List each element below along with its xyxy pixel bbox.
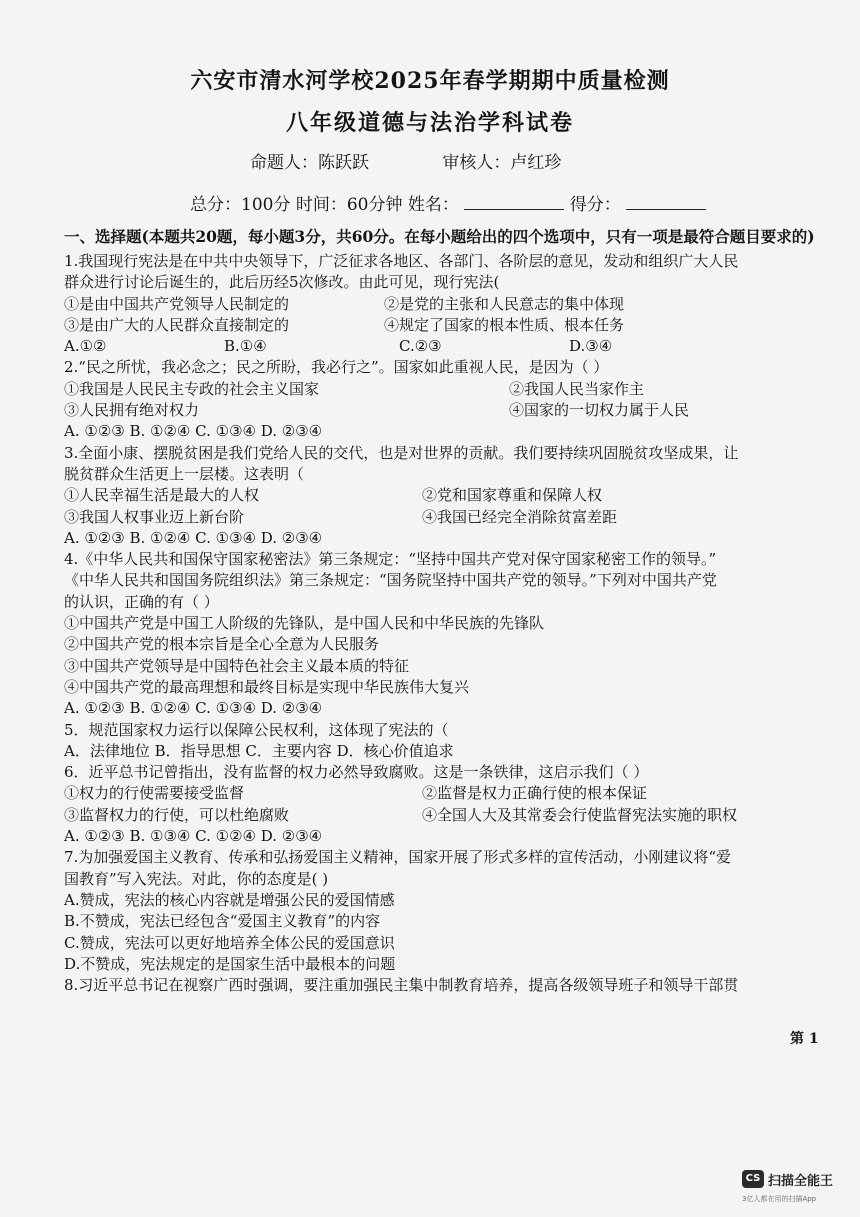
q1-option-1: ①是由中国共产党领导人民制定的 (64, 294, 290, 313)
page-number: 第 1 (790, 1031, 819, 1047)
q7-choice-c: C.赞成，宪法可以更好地培养全体公民的爱国意识 (64, 933, 395, 952)
q2-stem-1: 2.“民之所忧，我必念之；民之所盼，我必行之”。国家如此重视人民，是因为（ ） (64, 358, 609, 377)
q4-stem-1: 4.《中华人民共和国保守国家秘密法》第三条规定：“坚持中国共产党对保守国家秘密工作的领导。” (64, 550, 717, 569)
question-author: 命题人：陈跃跃 (250, 153, 369, 173)
q1-choice-a: A.①② (64, 337, 107, 356)
section-heading: 一、选择题(本题共20题，每小题3分，共60分。在每小题给出的四个选项中，只有一项是最符合题目要求的) (64, 227, 815, 246)
q1-choice-d: D.③④ (569, 337, 613, 356)
q6-stem-1: 6．近平总书记曾指出，没有监督的权力必然导致腐败。这是一条铁律，这启示我们（ ） (64, 763, 649, 782)
q6-option-3: ③监督权力的行使，可以杜绝腐败 (64, 805, 290, 824)
q6-option-1: ①权力的行使需要接受监督 (64, 784, 245, 803)
camscanner-logo-icon: CS (742, 1170, 764, 1188)
q2-option-1: ①我国是人民民主专政的社会主义国家 (64, 379, 320, 398)
q1-stem-1: 1.我国现行宪法是在中共中央领导下，广泛征求各地区、各部门、各阶层的意见，发动和组织广大人民 (64, 252, 739, 270)
q2-options-row-1 (64, 379, 834, 400)
q1-options-row-2 (64, 315, 834, 336)
q7-stem-1: 7.为加强爱国主义教育、传承和弘扬爱国主义精神，国家开展了形式多样的宣传活动，小刚建议将“爱 (64, 848, 731, 867)
q1-options-row-1 (64, 294, 834, 315)
brand-name: 扫描全能王 (768, 1174, 834, 1189)
q6-option-4: ④全国人大及其常委会行使监督宪法实施的职权 (422, 805, 738, 824)
exam-title: 六安市清水河学校2025年春学期期中质量检测 (190, 68, 670, 94)
q3-stem-1: 3.全面小康、摆脱贫困是我们党给人民的交代，也是对世界的贡献。我们要持续巩固脱贫攻坚成果，让 (64, 443, 739, 462)
q4-choices: A. ①②③ B. ①②④ C. ①③④ D. ②③④ (64, 699, 323, 718)
score-info: 总分：100分 时间：60分钟 姓名： (190, 195, 459, 215)
score-blank[interactable] (626, 193, 706, 210)
q4-option-4: ④中国共产党的最高理想和最终目标是实现中华民族伟大复兴 (64, 677, 470, 696)
q2-option-2: ②我国人民当家作主 (509, 379, 645, 398)
question-reviewer: 审核人：卢红珍 (442, 153, 562, 173)
q2-option-4: ④国家的一切权力属于人民 (509, 401, 690, 420)
q1-option-3: ③是由广大的人民群众直接制定的 (64, 315, 290, 334)
scanner-watermark (742, 1168, 852, 1208)
q4-option-2: ②中国共产党的根本宗旨是全心全意为人民服务 (64, 635, 380, 654)
q2-options-row-2 (64, 400, 834, 421)
q5-stem-1: 5．规范国家权力运行以保障公民权利，这体现了宪法的（ (64, 720, 449, 739)
q3-options-row-1 (64, 485, 834, 506)
q3-choices: A. ①②③ B. ①②④ C. ①③④ D. ②③④ (64, 528, 323, 547)
q1-stem-2: 群众进行讨论后诞生的，此后历经5次修改。由此可见，现行宪法( (64, 273, 500, 292)
q7-choice-a: A.赞成，宪法的核心内容就是增强公民的爱国情感 (64, 890, 395, 909)
q2-choices: A. ①②③ B. ①②④ C. ①③④ D. ②③④ (64, 422, 323, 441)
exam-content (64, 222, 834, 996)
q3-option-2: ②党和国家尊重和保障人权 (422, 486, 603, 505)
author-line (250, 148, 629, 173)
q8-stem-1: 8.习近平总书记在视察广西时强调，要注重加强民主集中制教育培养，提高各级领导班子和领导干部贯 (64, 976, 739, 995)
q5-choices: A．法律地位 B．指导思想 C．主要内容 D．核心价值追求 (64, 741, 454, 760)
q6-choices: A. ①②③ B. ①③④ C. ①②④ D. ②③④ (64, 827, 323, 846)
q1-choices (64, 336, 834, 357)
q4-stem-2: 《中华人民共和国国务院组织法》第三条规定：“国务院坚持中国共产党的领导。”下列对中国共产党 (64, 571, 717, 590)
brand-slogan: 3亿人都在用的扫描App (742, 1195, 817, 1203)
q4-option-3: ③中国共产党领导是中国特色社会主义最本质的特征 (64, 656, 410, 675)
q4-stem-3: 的认识，正确的有（ ） (64, 592, 219, 611)
q7-stem-2: 国教育”写入宪法。对此，你的态度是( ) (64, 869, 329, 888)
q1-choice-c: C.②③ (399, 337, 442, 356)
q3-options-row-2 (64, 507, 834, 528)
score-line (190, 190, 706, 215)
q1-choice-b: B.①④ (224, 337, 267, 356)
q7-choice-b: B.不赞成，宪法已经包含“爱国主义教育”的内容 (64, 912, 381, 931)
q3-option-3: ③我国人权事业迈上新台阶 (64, 507, 245, 526)
exam-subtitle: 八年级道德与法治学科试卷 (285, 110, 574, 136)
q3-stem-2: 脱贫群众生活更上一层楼。这表明（ (64, 464, 305, 483)
q2-option-3: ③人民拥有绝对权力 (64, 401, 200, 420)
q6-option-2: ②监督是权力正确行使的根本保证 (422, 784, 648, 803)
name-blank[interactable] (464, 193, 564, 210)
q7-choice-d: D.不赞成，宪法规定的是国家生活中最根本的问题 (64, 954, 396, 973)
q1-option-2: ②是党的主张和人民意志的集中体现 (384, 294, 625, 313)
q1-option-4: ④规定了国家的根本性质、根本任务 (384, 315, 625, 334)
q6-options-row-2 (64, 805, 834, 826)
q3-option-1: ①人民幸福生活是最大的人权 (64, 486, 260, 505)
q3-option-4: ④我国已经完全消除贫富差距 (422, 507, 618, 526)
q6-options-row-1 (64, 783, 834, 804)
score-label: 得分： (569, 195, 621, 215)
q4-option-1: ①中国共产党是中国工人阶级的先锋队，是中国人民和中华民族的先锋队 (64, 614, 545, 633)
